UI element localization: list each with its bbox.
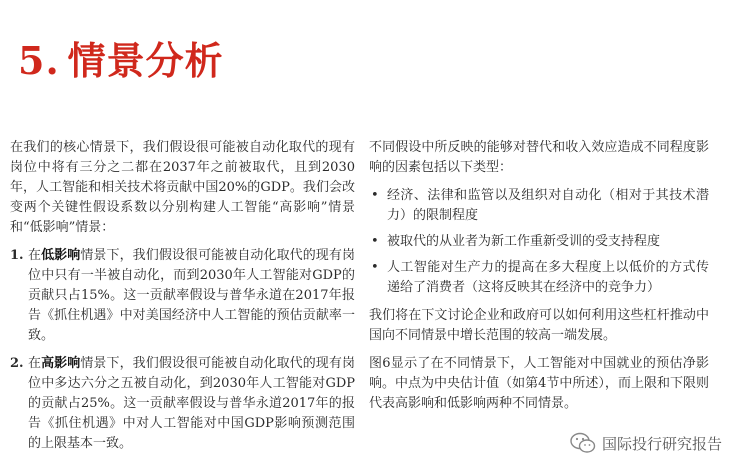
right-column [369,138,709,422]
bullet-icon: • [371,234,379,249]
bullet-text: 经济、法律和监管以及组织对自动化（相对于其技术潜力）的限制程度 [387,188,709,223]
bullet-icon: • [371,188,379,203]
list-marker: 1. [10,248,24,263]
item-text: 情景下，我们假设很可能被自动化取代的现有岗位中多达六分之五被自动化，到2030年人工智能对GDP的贡献占25%。这一贡献率假设与普华永道2017年的报告《抓住机遇》中对人工智能对中国GDP影响预测范围的上限基本一致。 [28,356,355,451]
item-bold: 低影响 [41,248,81,263]
list-item [369,258,709,298]
factors-intro: 不同假设中所反映的能够对替代和收入效应造成不同程度影响的因素包括以下类型： [369,140,709,175]
levers-paragraph: 我们将在下文讨论企业和政府可以如何利用这些杠杆推动中国向不同情景中增长范围的较高一端发展。 [369,308,709,343]
bullet-text: 人工智能对生产力的提高在多大程度上以低价的方式传递给了消费者（这将反映其在经济中的竞争力） [387,260,709,295]
list-item [369,232,709,252]
section-number: 5. [18,38,60,83]
watermark-text: 国际投行研究报告 [601,434,722,453]
item-text: 情景下，我们假设很可能被自动化取代的现有岗位中只有一半被自动化，而到2030年人工智能对GDP的贡献只占15%。这一贡献率假设与普华永道在2017年报告《抓住机遇》中对美国经济中人工智能的预估贡献率一致。 [28,248,355,343]
list-item [10,354,355,454]
list-item [10,246,355,346]
intro-paragraph: 在我们的核心情景下，我们假设很可能被自动化取代的现有岗位中将有三分之二都在2037年之前被取代，且到2030年，人工智能和相关技术将贡献中国20%的GDP。我们会改变两个关键性假设系数以分别构建人工智能“高影响”情景和“低影响”情景： [10,140,355,235]
page-title [18,30,224,85]
item-pre: 在 [28,356,42,371]
list-item [369,186,709,226]
bullet-text: 被取代的从业者为新工作重新受训的受支持程度 [387,234,661,249]
bullet-icon: • [371,260,379,275]
section-title: 情景分析 [67,39,224,83]
left-column [10,138,355,462]
list-marker: 2. [10,356,24,371]
item-bold: 高影响 [41,356,81,371]
factor-list [369,186,709,298]
item-pre: 在 [28,248,42,263]
watermark [566,430,726,456]
wechat-icon [570,432,596,454]
figure-paragraph: 图6显示了在不同情景下，人工智能对中国就业的预估净影响。中点为中央估计值（如第4节中所述），而上限和下限则代表高影响和低影响两种不同情景。 [369,356,709,411]
scenario-list [10,246,355,454]
